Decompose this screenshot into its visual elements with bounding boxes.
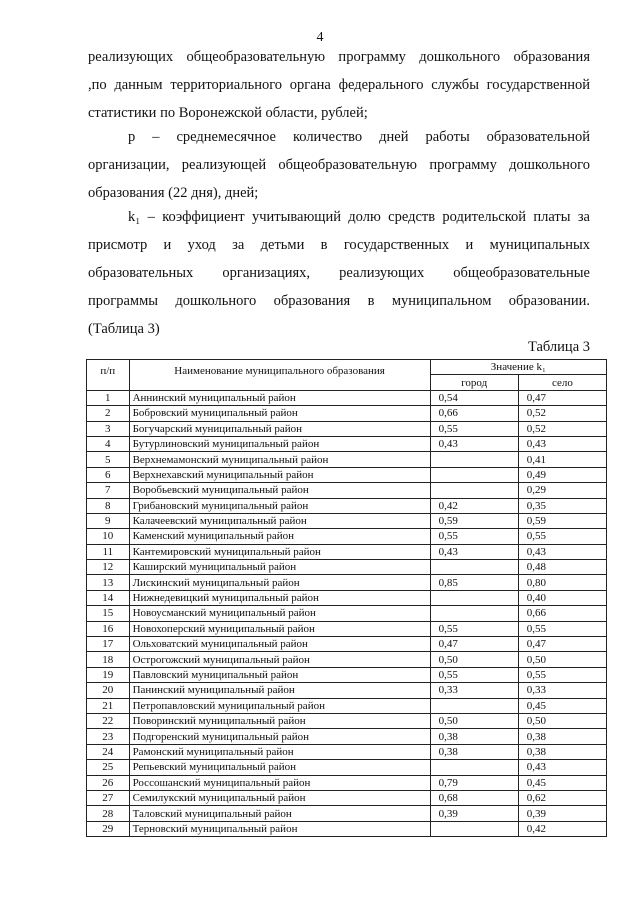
text-line: реализующих общеобразовательную программу дошкольного образования: [88, 49, 590, 65]
municipality-name: Рамонский муниципальный район: [129, 744, 430, 759]
value-city: 0,85: [430, 575, 518, 590]
row-number: 19: [87, 667, 130, 682]
value-village: 0,59: [518, 513, 606, 528]
table-row: [87, 790, 607, 805]
value-village: 0,47: [518, 637, 606, 652]
municipality-name: Нижнедевицкий муниципальный район: [129, 590, 430, 605]
municipality-name: Репьевский муниципальный район: [129, 760, 430, 775]
value-city: [430, 467, 518, 482]
table-row: [87, 775, 607, 790]
value-village: 0,52: [518, 406, 606, 421]
text-line: образовательных организациях, реализующих общеобразовательные: [88, 265, 590, 281]
row-number: 1: [87, 390, 130, 405]
row-number: 20: [87, 683, 130, 698]
text-line: k₁ – коэффициент учитывающий долю средств родительской платы за: [128, 209, 590, 225]
table-row: [87, 483, 607, 498]
value-city: [430, 560, 518, 575]
table-row: [87, 390, 607, 405]
table-row: [87, 729, 607, 744]
paragraph-3: [88, 203, 590, 343]
table-body: [87, 390, 607, 836]
row-number: 9: [87, 513, 130, 528]
row-number: 27: [87, 790, 130, 805]
municipality-name: Воробьевский муниципальный район: [129, 483, 430, 498]
value-city: 0,50: [430, 713, 518, 728]
table-row: [87, 452, 607, 467]
value-village: 0,49: [518, 467, 606, 482]
value-city: 0,38: [430, 744, 518, 759]
row-number: 24: [87, 744, 130, 759]
table-row: [87, 806, 607, 821]
value-village: 0,48: [518, 560, 606, 575]
row-number: 28: [87, 806, 130, 821]
row-number: 6: [87, 467, 130, 482]
municipality-name: Новохоперский муниципальный район: [129, 621, 430, 636]
row-number: 25: [87, 760, 130, 775]
municipality-name: Бобровский муниципальный район: [129, 406, 430, 421]
value-city: 0,38: [430, 729, 518, 744]
table-row: [87, 683, 607, 698]
row-number: 16: [87, 621, 130, 636]
value-city: [430, 590, 518, 605]
value-city: [430, 821, 518, 836]
value-village: 0,66: [518, 606, 606, 621]
municipality-name: Панинский муниципальный район: [129, 683, 430, 698]
value-city: 0,68: [430, 790, 518, 805]
value-city: 0,33: [430, 683, 518, 698]
table-row: [87, 406, 607, 421]
value-village: 0,45: [518, 775, 606, 790]
value-village: 0,38: [518, 729, 606, 744]
table-row: [87, 744, 607, 759]
value-city: 0,66: [430, 406, 518, 421]
value-village: 0,52: [518, 421, 606, 436]
row-number: 18: [87, 652, 130, 667]
value-village: 0,50: [518, 713, 606, 728]
value-village: 0,29: [518, 483, 606, 498]
value-village: 0,43: [518, 436, 606, 451]
value-city: [430, 483, 518, 498]
municipality-name: Кантемировский муниципальный район: [129, 544, 430, 559]
row-number: 29: [87, 821, 130, 836]
value-city: 0,54: [430, 390, 518, 405]
municipality-name: Бутурлиновский муниципальный район: [129, 436, 430, 451]
value-city: 0,55: [430, 421, 518, 436]
municipality-name: Ольховатский муниципальный район: [129, 637, 430, 652]
table-row: [87, 637, 607, 652]
paragraph-1: [88, 43, 590, 127]
value-city: 0,42: [430, 498, 518, 513]
value-city: 0,55: [430, 667, 518, 682]
table-row: [87, 590, 607, 605]
value-city: 0,55: [430, 529, 518, 544]
row-number: 7: [87, 483, 130, 498]
value-village: 0,40: [518, 590, 606, 605]
value-city: 0,43: [430, 436, 518, 451]
row-number: 23: [87, 729, 130, 744]
row-number: 11: [87, 544, 130, 559]
value-village: 0,80: [518, 575, 606, 590]
value-city: [430, 606, 518, 621]
paragraph-2: [88, 123, 590, 207]
value-village: 0,33: [518, 683, 606, 698]
table-row: [87, 436, 607, 451]
row-number: 17: [87, 637, 130, 652]
text-line: ,по данным территориального органа федерального службы государственной: [88, 77, 590, 93]
value-city: 0,50: [430, 652, 518, 667]
header-name: Наименование муниципального образования: [129, 360, 430, 391]
row-number: 8: [87, 498, 130, 513]
value-city: 0,47: [430, 637, 518, 652]
table-row: [87, 713, 607, 728]
value-city: [430, 698, 518, 713]
value-village: 0,43: [518, 544, 606, 559]
value-village: 0,39: [518, 806, 606, 821]
value-village: 0,47: [518, 390, 606, 405]
municipality-name: Поворинский муниципальный район: [129, 713, 430, 728]
value-village: 0,55: [518, 621, 606, 636]
row-number: 2: [87, 406, 130, 421]
table-row: [87, 421, 607, 436]
municipality-name: Каширский муниципальный район: [129, 560, 430, 575]
table-row: [87, 760, 607, 775]
table-row: [87, 467, 607, 482]
table-row: [87, 575, 607, 590]
table-row: [87, 529, 607, 544]
municipality-name: Терновский муниципальный район: [129, 821, 430, 836]
coefficient-table: [86, 359, 607, 837]
municipality-name: Верхнемамонский муниципальный район: [129, 452, 430, 467]
municipality-name: Аннинский муниципальный район: [129, 390, 430, 405]
municipality-name: Лискинский муниципальный район: [129, 575, 430, 590]
row-number: 22: [87, 713, 130, 728]
municipality-name: Семилукский муниципальный район: [129, 790, 430, 805]
table-row: [87, 513, 607, 528]
row-number: 3: [87, 421, 130, 436]
header-num: п/п: [87, 360, 130, 391]
value-village: 0,43: [518, 760, 606, 775]
value-city: 0,79: [430, 775, 518, 790]
value-village: 0,62: [518, 790, 606, 805]
table-row: [87, 821, 607, 836]
table-row: [87, 544, 607, 559]
header-village: село: [518, 375, 606, 390]
text-line: программы дошкольного образования в муниципальном образовании.: [88, 293, 590, 309]
municipality-name: Россошанский муниципальный район: [129, 775, 430, 790]
value-city: [430, 452, 518, 467]
table-row: [87, 652, 607, 667]
municipality-name: Новоусманский муниципальный район: [129, 606, 430, 621]
row-number: 13: [87, 575, 130, 590]
header-value: Значение k₁: [430, 360, 606, 375]
municipality-name: Верхнехавский муниципальный район: [129, 467, 430, 482]
row-number: 21: [87, 698, 130, 713]
table-row: [87, 667, 607, 682]
text-line: (Таблица 3): [88, 321, 160, 337]
row-number: 12: [87, 560, 130, 575]
value-village: 0,35: [518, 498, 606, 513]
text-line: статистики по Воронежской области, рублей;: [88, 105, 368, 121]
municipality-name: Калачеевский муниципальный район: [129, 513, 430, 528]
table-row: [87, 606, 607, 621]
municipality-name: Петропавловский муниципальный район: [129, 698, 430, 713]
value-village: 0,55: [518, 667, 606, 682]
row-number: 14: [87, 590, 130, 605]
text-line: присмотр и уход за детьми в государственных и муниципальных: [88, 237, 590, 253]
text-line: организации, реализующей общеобразовательную программу дошкольного: [88, 157, 590, 173]
table-row: [87, 560, 607, 575]
row-number: 5: [87, 452, 130, 467]
value-city: 0,43: [430, 544, 518, 559]
table-row: [87, 698, 607, 713]
value-village: 0,41: [518, 452, 606, 467]
municipality-name: Богучарский муниципальный район: [129, 421, 430, 436]
value-city: 0,55: [430, 621, 518, 636]
text-line: образования (22 дня), дней;: [88, 185, 259, 201]
text-line: р – среднемесячное количество дней работы образовательной: [128, 129, 590, 145]
value-village: 0,38: [518, 744, 606, 759]
table-caption: Таблица 3: [527, 339, 590, 355]
table-row: [87, 498, 607, 513]
page-number: 4: [316, 30, 324, 45]
row-number: 4: [87, 436, 130, 451]
municipality-name: Павловский муниципальный район: [129, 667, 430, 682]
value-city: [430, 760, 518, 775]
row-number: 15: [87, 606, 130, 621]
value-village: 0,42: [518, 821, 606, 836]
value-city: 0,39: [430, 806, 518, 821]
municipality-name: Каменский муниципальный район: [129, 529, 430, 544]
municipality-name: Острогожский муниципальный район: [129, 652, 430, 667]
header-city: город: [430, 375, 518, 390]
value-village: 0,50: [518, 652, 606, 667]
municipality-name: Таловский муниципальный район: [129, 806, 430, 821]
table-row: [87, 621, 607, 636]
row-number: 26: [87, 775, 130, 790]
row-number: 10: [87, 529, 130, 544]
value-village: 0,45: [518, 698, 606, 713]
municipality-name: Подгоренский муниципальный район: [129, 729, 430, 744]
value-village: 0,55: [518, 529, 606, 544]
value-city: 0,59: [430, 513, 518, 528]
municipality-name: Грибановский муниципальный район: [129, 498, 430, 513]
